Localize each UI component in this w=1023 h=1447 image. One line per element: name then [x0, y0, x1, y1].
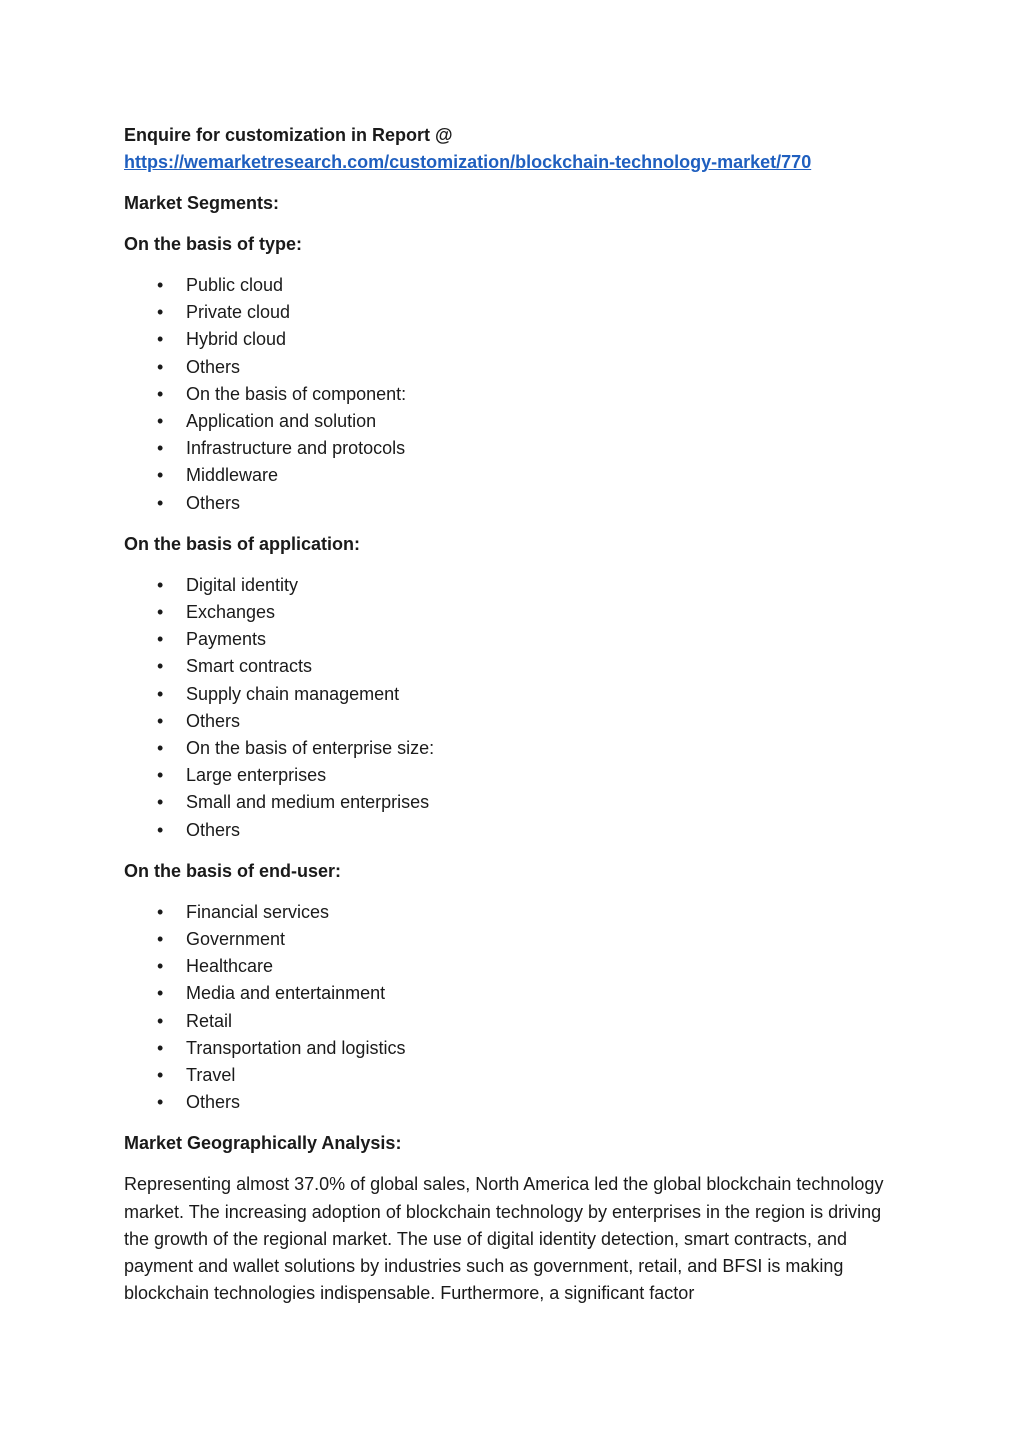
list-item: • Small and medium enterprises: [124, 789, 904, 816]
list-item: • Financial services: [124, 899, 904, 926]
bullet-icon: •: [157, 356, 164, 377]
bullet-icon: •: [157, 329, 164, 350]
list-item: • Transportation and logistics: [124, 1035, 904, 1062]
bullet-icon: •: [157, 738, 164, 759]
list-item: • Hybrid cloud: [124, 326, 904, 353]
bullet-icon: •: [157, 901, 164, 922]
bullet-icon: •: [157, 792, 164, 813]
list-item: • Travel: [124, 1062, 904, 1089]
bullet-icon: •: [157, 465, 164, 486]
geo-paragraph: Representing almost 37.0% of global sales, North America led the global blockchain technology market. The increasing adoption of blockchain technology by enterprises in the region is driving the growth of the regional market. The use of digital identity detection, smart contracts, and payment and wallet solutions by industries such as government, retail, and BFSI is making blockchain technologies indispensable. Furthermore, a significant factor: [124, 1174, 884, 1304]
application-heading: On the basis of application:: [124, 533, 361, 554]
type-heading: On the basis of type:: [124, 234, 303, 254]
bullet-icon: •: [157, 983, 164, 1004]
bullet-icon: •: [157, 602, 164, 623]
list-item: • Infrastructure and protocols: [124, 435, 904, 462]
list-item: • Others: [124, 354, 904, 381]
list-item: • Media and entertainment: [124, 980, 904, 1007]
bullet-icon: •: [157, 411, 164, 432]
bullet-icon: •: [157, 656, 164, 677]
bullet-icon: •: [157, 929, 164, 950]
enquire-text: Enquire for customization in Report @: [124, 125, 453, 145]
enduser-list: [124, 899, 904, 1117]
list-item: • On the basis of component:: [124, 381, 904, 408]
bullet-icon: •: [157, 765, 164, 786]
geo-heading: Market Geographically Analysis:: [124, 1133, 402, 1154]
list-item: • Supply chain management: [124, 681, 904, 708]
bullet-icon: •: [157, 302, 164, 323]
bullet-icon: •: [157, 275, 164, 295]
list-item: • Government: [124, 926, 904, 953]
bullet-icon: •: [157, 819, 164, 840]
document-page: [124, 122, 904, 1308]
list-item: • Retail: [124, 1008, 904, 1035]
bullet-icon: •: [157, 383, 164, 404]
list-item: • On the basis of enterprise size:: [124, 735, 904, 762]
type-list: [124, 272, 904, 517]
bullet-icon: •: [157, 492, 164, 513]
bullet-icon: •: [157, 1065, 164, 1086]
bullet-icon: •: [157, 1010, 164, 1031]
bullet-icon: •: [157, 710, 164, 731]
list-item: • Others: [124, 490, 904, 517]
bullet-icon: •: [157, 574, 164, 595]
customization-link[interactable]: https://wemarketresearch.com/customization/blockchain-technology-market/770: [124, 152, 812, 172]
bullet-icon: •: [157, 683, 164, 704]
list-item: • Others: [124, 817, 904, 844]
list-item: • Large enterprises: [124, 762, 904, 789]
list-item: • Others: [124, 1089, 904, 1116]
list-item: • Payments: [124, 626, 904, 653]
bullet-icon: •: [157, 956, 164, 977]
list-item: • Public cloud: [124, 272, 904, 299]
list-item: • Middleware: [124, 462, 904, 489]
list-item: • Others: [124, 708, 904, 735]
bullet-icon: •: [157, 1037, 164, 1058]
bullet-icon: •: [157, 438, 164, 459]
list-item: • Smart contracts: [124, 653, 904, 680]
application-list: [124, 572, 904, 844]
bullet-icon: •: [157, 1092, 164, 1113]
enduser-heading: On the basis of end-user:: [124, 860, 342, 881]
list-item: • Exchanges: [124, 599, 904, 626]
market-segments-heading: Market Segments:: [124, 193, 280, 213]
list-item: • Application and solution: [124, 408, 904, 435]
bullet-icon: •: [157, 629, 164, 650]
list-item: • Private cloud: [124, 299, 904, 326]
list-item: • Digital identity: [124, 572, 904, 599]
list-item: • Healthcare: [124, 953, 904, 980]
